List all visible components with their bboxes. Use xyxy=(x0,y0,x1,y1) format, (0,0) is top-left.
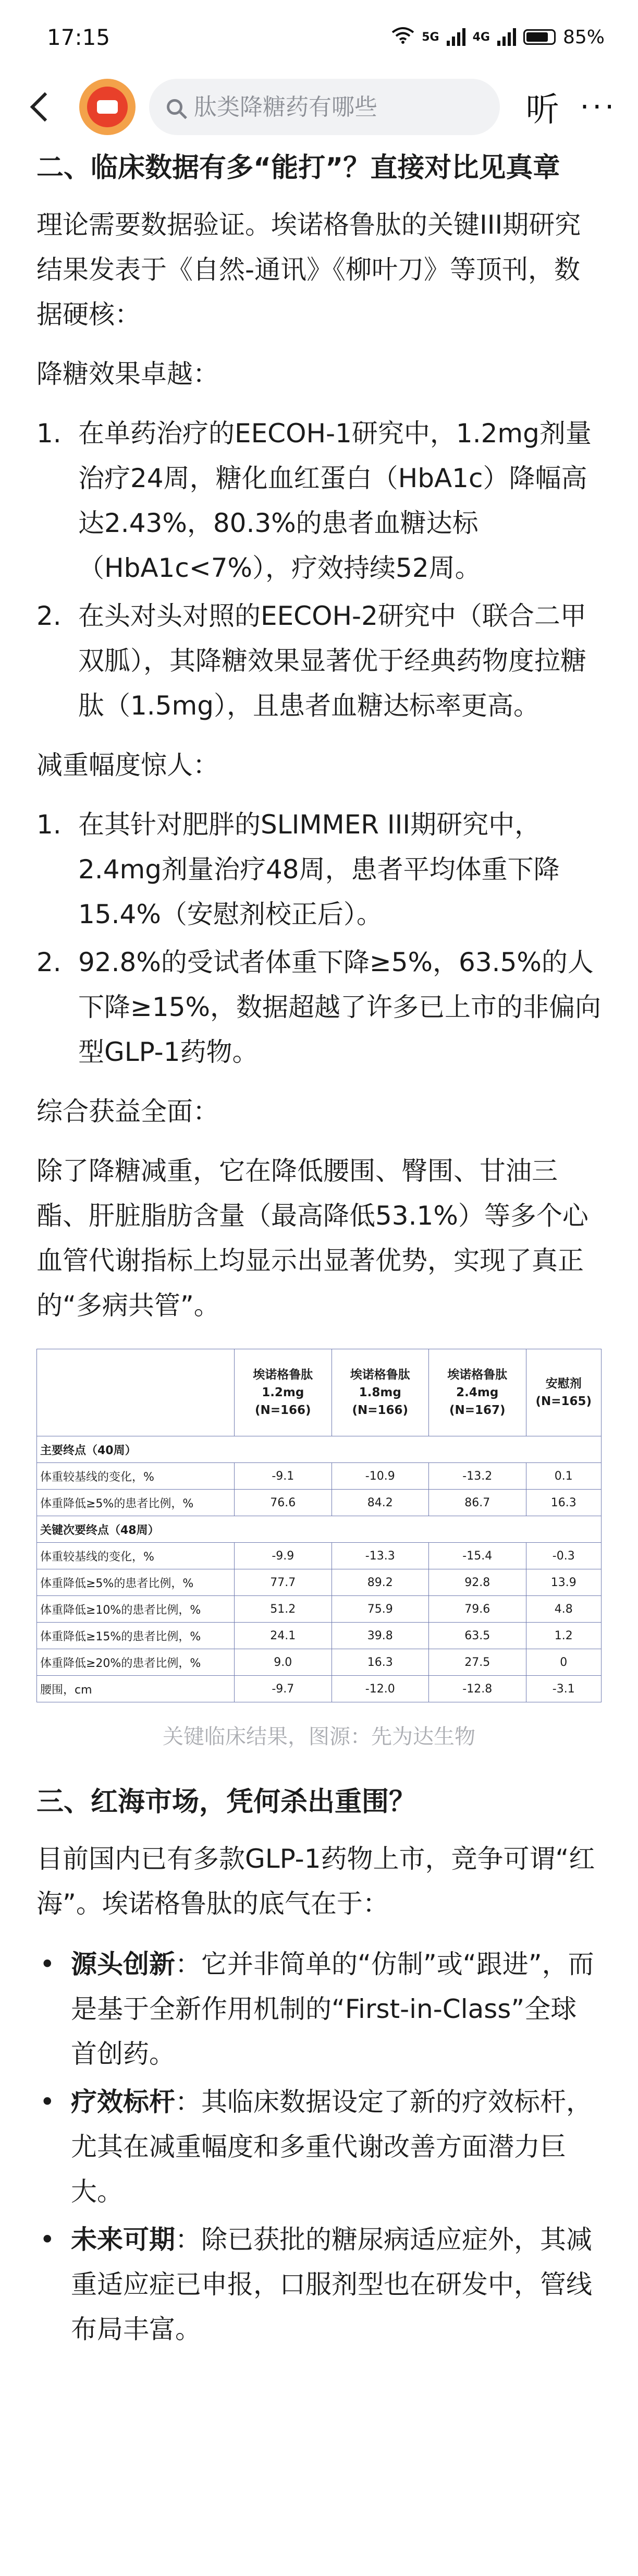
table-header: 埃诺格鲁肽 2.4mg (N=167) xyxy=(429,1349,526,1436)
app-logo-icon[interactable] xyxy=(79,79,136,135)
table-row: 体重降低≥5%的患者比例，% 76.6 84.2 86.7 16.3 xyxy=(37,1490,602,1516)
list-item: 1. 在其针对肥胖的SLIMMER III期研究中，2.4mg剂量治疗48周，患者平均体重下降15.4%（安慰剂校正后）。 xyxy=(36,809,560,929)
table-section-row: 主要终点（40周） xyxy=(37,1436,602,1463)
search-icon xyxy=(167,99,182,115)
table-row: 体重较基线的变化，% -9.9 -13.3 -15.4 -0.3 xyxy=(37,1543,602,1569)
list-item: • 疗效标杆：其临床数据设定了新的疗效标杆，尤其在减重幅度和多重代谢改善方面潜力巨大。 xyxy=(36,2079,602,2214)
weight-list xyxy=(36,802,602,1074)
network2-label: 4G xyxy=(472,30,490,44)
clinical-results-table xyxy=(36,1349,602,1702)
section-heading-market: 三、红海市场，凭何杀出重围？ xyxy=(36,1786,416,1818)
signal-icon xyxy=(447,28,465,46)
table-row: 体重较基线的变化，% -9.1 -10.9 -13.2 0.1 xyxy=(37,1463,602,1490)
status-bar xyxy=(0,0,638,74)
battery-level: 85% xyxy=(562,26,605,48)
table-row: 体重降低≥15%的患者比例，% 24.1 39.8 63.5 1.2 xyxy=(37,1623,602,1649)
article-body xyxy=(0,147,638,2352)
table-row: 腰围，cm -9.7 -12.0 -12.8 -3.1 xyxy=(37,1676,602,1702)
list-item: 1. 在单药治疗的EECOH-1研究中，1.2mg剂量治疗24周，糖化血红蛋白（HbA1c）降幅高达2.43%，80.3%的患者血糖达标（HbA1c<7%），疗效持续52周。 xyxy=(36,418,592,583)
more-options-icon[interactable]: ··· xyxy=(580,90,617,124)
intro-paragraph: 理论需要数据验证。埃诺格鲁肽的关键III期研究结果发表于《自然-通讯》《柳叶刀》等顶刊，数据硬核： xyxy=(36,210,581,330)
table-header-row xyxy=(37,1349,602,1436)
clinical-results-table-image[interactable] xyxy=(36,1349,602,1702)
benefit-subheading: 综合获益全面： xyxy=(36,1096,219,1127)
table-row: 体重降低≥10%的患者比例，% 51.2 75.9 79.6 4.8 xyxy=(37,1596,602,1623)
weight-subheading: 减重幅度惊人： xyxy=(36,750,219,780)
table-row: 体重降低≥20%的患者比例，% 9.0 16.3 27.5 0 xyxy=(37,1649,602,1676)
status-time: 17:15 xyxy=(47,24,111,50)
signal2-icon xyxy=(497,28,516,46)
list-item: • 未来可期：除已获批的糖尿病适应症外，其减重适应症已申报，口服剂型也在研发中，管线布局丰富。 xyxy=(36,2217,602,2352)
table-header: 安慰剂 (N=165) xyxy=(526,1349,602,1436)
search-input[interactable] xyxy=(193,93,482,121)
list-item: 2. 92.8%的受试者体重下降≥5%，63.5%的人下降≥15%，数据超越了许多已上市的非偏向型GLP-1药物。 xyxy=(36,947,602,1067)
market-list xyxy=(36,1942,602,2352)
listen-button[interactable]: 听 xyxy=(525,91,559,129)
table-caption: 关键临床结果，图源：先为达生物 xyxy=(163,1725,475,1749)
wifi-icon xyxy=(391,26,414,49)
list-item: 2. 在头对头对照的EECOH-2研究中（联合二甲双胍），其降糖效果显著优于经典药物度拉糖肽（1.5mg），且患者血糖达标率更高。 xyxy=(36,601,586,721)
battery-icon xyxy=(523,29,556,45)
top-toolbar xyxy=(0,74,638,140)
status-icons xyxy=(391,26,605,49)
benefit-paragraph: 除了降糖减重，它在降低腰围、臀围、甘油三酯、肝脏脂肪含量（最高降低53.1%）等多个心血管代谢指标上均显示出显著优势，实现了真正的“多病共管”。 xyxy=(36,1156,588,1321)
glucose-subheading: 降糖效果卓越： xyxy=(36,359,219,389)
table-header xyxy=(37,1349,235,1436)
table-header: 埃诺格鲁肽 1.2mg (N=166) xyxy=(235,1349,332,1436)
glucose-list xyxy=(36,411,602,728)
market-intro-paragraph: 目前国内已有多款GLP-1药物上市，竞争可谓“红海”。埃诺格鲁肽的底气在于： xyxy=(36,1844,595,1919)
section-heading-data: 二、临床数据有多“能打”？直接对比见真章 xyxy=(36,152,560,184)
back-arrow-icon[interactable] xyxy=(30,92,60,122)
search-box[interactable] xyxy=(149,79,500,135)
table-section-row: 关键次要终点（48周） xyxy=(37,1516,602,1543)
table-header: 埃诺格鲁肽 1.8mg (N=166) xyxy=(332,1349,428,1436)
table-row: 体重降低≥5%的患者比例，% 77.7 89.2 92.8 13.9 xyxy=(37,1569,602,1596)
list-item: • 源头创新：它并非简单的“仿制”或“跟进”，而是基于全新作用机制的“First-in-Class”全球首创药。 xyxy=(36,1942,602,2076)
network-label: 5G xyxy=(422,30,439,44)
